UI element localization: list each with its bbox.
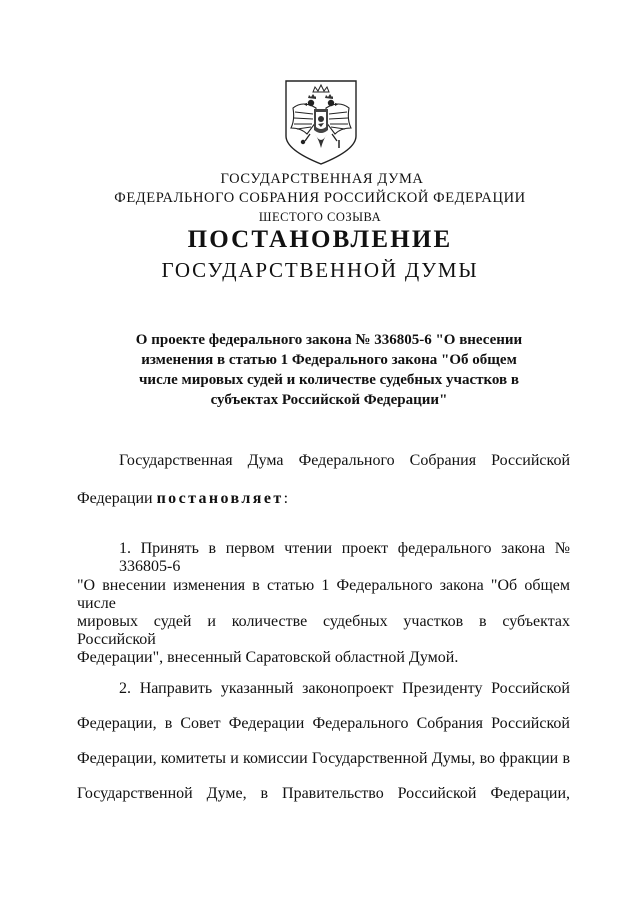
item-1-line: мировых судей и количестве судебных участков в субъектах Российской	[77, 613, 570, 648]
item-1-line: 1. Принять в первом чтении проект федерального закона № 336805-6	[119, 540, 570, 575]
subject-line: О проекте федерального закона № 336805-6 "О внесении	[135, 332, 523, 348]
preamble-line: Государственная Дума Федерального Собрания Российской	[119, 452, 570, 469]
item-2-line: Государственной Думе, в Правительство Российской Федерации,	[77, 785, 570, 802]
header-line-1: ГОСУДАРСТВЕННАЯ ДУМА	[220, 171, 424, 187]
preamble-line	[77, 490, 570, 508]
header-line-3: ШЕСТОГО СОЗЫВА	[258, 210, 382, 224]
item-1-line: Федерации", внесенный Саратовской областной Думой.	[77, 649, 459, 666]
subject-line: числе мировых судей и количестве судебных участков в	[138, 372, 520, 388]
document-title: ПОСТАНОВЛЕНИЕ	[187, 226, 453, 253]
item-1-line: "О внесении изменения в статью 1 Федерального закона "Об общем числе	[77, 577, 570, 612]
preamble-colon: :	[283, 490, 289, 507]
item-2-line: 2. Направить указанный законопроект Президенту Российской	[119, 680, 570, 697]
coat-of-arms-icon	[283, 78, 359, 166]
header-line-2: ФЕДЕРАЛЬНОГО СОБРАНИЯ РОССИЙСКОЙ ФЕДЕРАЦИИ	[114, 190, 526, 206]
resolves-keyword: постановляет	[156, 490, 284, 507]
document-subject	[119, 330, 539, 410]
preamble-text: Федерации	[77, 490, 157, 507]
item-2-line: Федерации, в Совет Федерации Федерального Собрания Российской	[77, 715, 570, 732]
document-subtitle: ГОСУДАРСТВЕННОЙ ДУМЫ	[161, 258, 479, 282]
subject-line: субъектах Российской Федерации"	[210, 392, 448, 408]
subject-line: изменения в статью 1 Федерального закона "Об общем	[141, 352, 517, 368]
item-2-line: Федерации, комитеты и комиссии Государственной Думы, во фракции в	[77, 750, 570, 767]
issuer-header	[0, 170, 640, 227]
